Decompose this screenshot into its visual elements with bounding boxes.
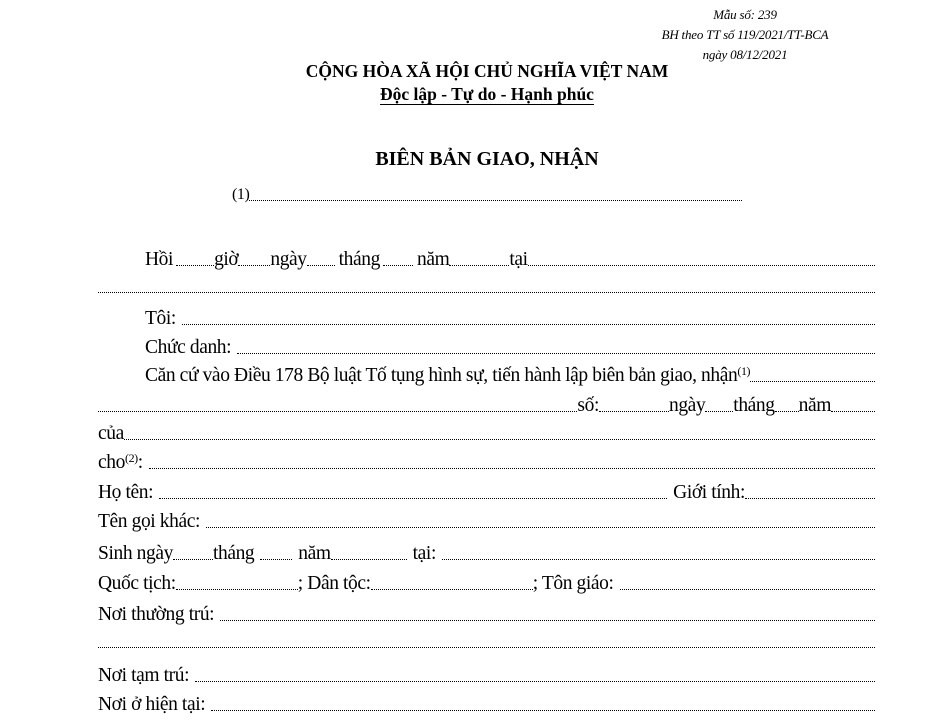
label-ngay-2: ngày	[668, 395, 706, 416]
noi-o-hien-tai-row	[98, 690, 875, 716]
cho-field[interactable]	[149, 468, 875, 469]
chuc-danh-field[interactable]	[237, 353, 875, 354]
form-issued-date: ngày 08/12/2021	[702, 47, 788, 62]
number-field[interactable]	[599, 411, 669, 412]
can-cu-row	[145, 361, 875, 387]
chuc-danh-row	[145, 333, 875, 359]
toi-row	[145, 304, 875, 330]
ten-goi-khac-row	[98, 507, 875, 533]
label-thang-3: tháng	[212, 543, 255, 564]
label-noi-o-hien-tai: Nơi ở hiện tại:	[98, 694, 206, 715]
gioi-tinh-field[interactable]	[745, 498, 875, 499]
day-field-2[interactable]	[705, 411, 733, 412]
note-2: (2)	[124, 451, 138, 465]
form-issued-by: BH theo TT số 119/2021/TT-BCA	[661, 27, 829, 42]
label-quoc-tich: Quốc tịch:	[98, 573, 176, 594]
ho-ten-field[interactable]	[159, 498, 667, 499]
label-noi-tam-tru: Nơi tạm trú:	[98, 665, 190, 686]
label-tai-2: tại:	[412, 543, 436, 564]
place-field[interactable]	[528, 265, 875, 266]
can-cu-text: Căn cứ vào Điều 178 Bộ luật Tố tụng hình sự, tiến hành lập biên bản giao, nhận	[145, 365, 738, 386]
label-so: số:	[577, 395, 599, 416]
sinh-ngay-row	[98, 539, 875, 565]
so-row	[98, 391, 875, 417]
quoc-tich-row	[98, 569, 875, 595]
day-field[interactable]	[307, 265, 335, 266]
noi-thuong-tru-continued-row	[98, 627, 875, 653]
year-field[interactable]	[449, 265, 509, 266]
month-field-2[interactable]	[775, 411, 799, 412]
place-continued-row	[98, 272, 875, 298]
label-ten-goi-khac: Tên gọi khác:	[98, 511, 201, 532]
label-ngay: ngày	[270, 249, 307, 270]
dan-toc-field[interactable]	[371, 589, 533, 590]
blank-field[interactable]	[249, 200, 742, 201]
title-note-row	[232, 180, 742, 206]
label-thang-2: tháng	[733, 395, 775, 416]
quoc-tich-field[interactable]	[176, 589, 298, 590]
label-gio: giờ	[214, 249, 239, 270]
noi-o-hien-tai-field[interactable]	[211, 710, 875, 711]
ton-giao-field[interactable]	[620, 589, 875, 590]
title-note: (1)	[232, 186, 250, 203]
noi-thuong-tru-field[interactable]	[220, 620, 875, 621]
toi-field[interactable]	[182, 324, 875, 325]
label-gioi-tinh: Giới tính:	[673, 482, 745, 503]
cho-text: cho	[98, 452, 125, 473]
cho-row	[98, 448, 875, 474]
birth-place-field[interactable]	[442, 559, 875, 560]
ten-goi-khac-field[interactable]	[206, 527, 875, 528]
label-cho	[98, 452, 143, 474]
birth-day-field[interactable]	[173, 559, 213, 560]
label-hoi: Hồi	[145, 249, 174, 270]
motto	[0, 84, 929, 105]
ho-ten-row	[98, 478, 875, 504]
label-nam: năm	[416, 249, 450, 270]
noi-tam-tru-row	[98, 661, 875, 687]
colon: :	[137, 452, 143, 473]
minute-field[interactable]	[238, 265, 270, 266]
label-nam-2: năm	[798, 395, 831, 416]
birth-year-field[interactable]	[331, 559, 407, 560]
document-title: BIÊN BẢN GIAO, NHẬN	[375, 148, 599, 170]
time-place-row	[145, 245, 875, 271]
document-field[interactable]	[98, 411, 577, 412]
birth-month-field[interactable]	[260, 559, 292, 560]
label-can-cu	[145, 365, 750, 387]
label-toi: Tôi:	[145, 308, 176, 329]
form-number: Mẫu số: 239	[713, 7, 777, 22]
label-ho-ten: Họ tên:	[98, 482, 154, 503]
noi-tam-tru-field[interactable]	[195, 681, 875, 682]
motto-text: Độc lập - Tự do - Hạnh phúc	[380, 84, 594, 104]
label-chuc-danh: Chức danh:	[145, 337, 232, 358]
noi-thuong-tru-row	[98, 600, 875, 626]
cua-row	[98, 419, 875, 445]
month-field[interactable]	[383, 265, 413, 266]
label-dan-toc: ; Dân tộc:	[297, 573, 371, 594]
label-ton-giao: ; Tôn giáo:	[532, 573, 614, 594]
noi-thuong-tru-field-2[interactable]	[98, 647, 875, 648]
note-1: (1)	[737, 364, 751, 378]
country-header: CỘNG HÒA XÃ HỘI CHỦ NGHĨA VIỆT NAM	[305, 61, 669, 81]
hour-field[interactable]	[176, 265, 214, 266]
year-field-2[interactable]	[831, 411, 875, 412]
label-nam-3: năm	[298, 543, 331, 564]
label-noi-thuong-tru: Nơi thường trú:	[98, 604, 215, 625]
can-cu-field[interactable]	[750, 381, 875, 382]
label-tai: tại	[509, 249, 528, 270]
label-sinh-ngay: Sinh ngày	[98, 543, 173, 564]
cua-field[interactable]	[124, 439, 875, 440]
label-cua: của	[98, 423, 124, 444]
label-thang: tháng	[338, 249, 380, 270]
place-field-2[interactable]	[98, 292, 875, 293]
